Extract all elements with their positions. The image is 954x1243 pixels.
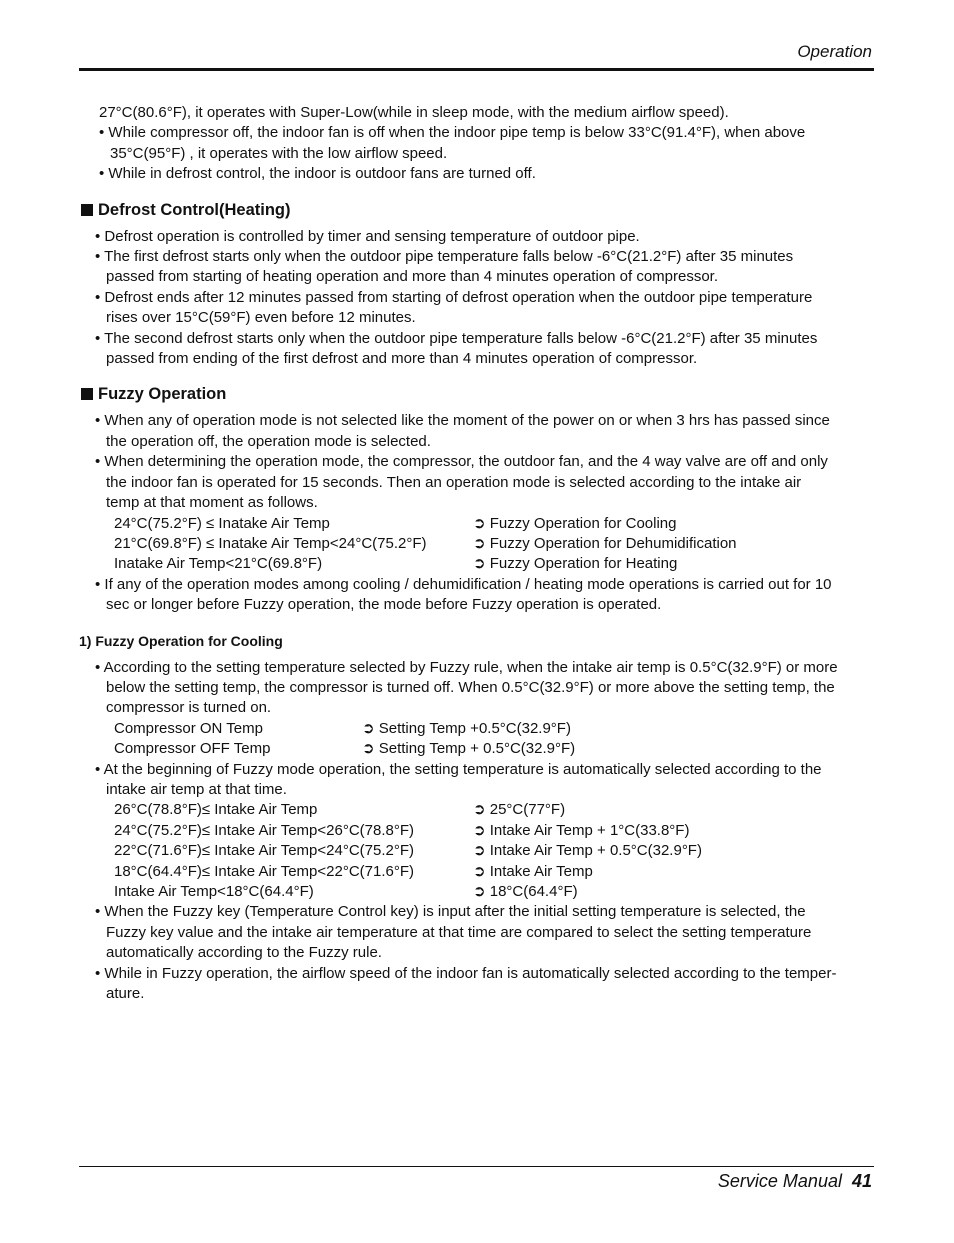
defrost-line: • The second defrost starts only when the outdoor pipe temperature falls below -6°C(21.2°F) after 35 minutes <box>95 329 818 347</box>
intro-line: 35°C(95°F) , it operates with the low airflow speed. <box>110 144 448 162</box>
subsection-heading-cooling: 1) Fuzzy Operation for Cooling <box>79 632 283 649</box>
intro-line: 27°C(80.6°F), it operates with Super-Low(while in sleep mode, with the medium airflow speed). <box>99 104 729 121</box>
mode-condition: Inatake Air Temp<21°C(69.8°F) <box>114 555 323 573</box>
cooling-line: intake air temp at that time. <box>106 780 287 798</box>
setpoint-result: ➲ 18°C(64.4°F) <box>473 883 578 900</box>
cooling-line: • According to the setting temperature selected by Fuzzy rule, when the intake air temp is 0.5°C(32.9°F) or more <box>95 658 838 676</box>
cooling-line: • While in Fuzzy operation, the airflow speed of the indoor fan is automatically selected according to the temper- <box>95 964 837 982</box>
intro-line: • While in defrost control, the indoor is outdoor fans are turned off. <box>99 165 536 183</box>
setpoint-result: ➲ Intake Air Temp + 0.5°C(32.9°F) <box>473 842 702 860</box>
compressor-result: ➲ Setting Temp +0.5°C(32.9°F) <box>362 719 571 737</box>
cooling-line: compressor is turned on. <box>106 699 272 717</box>
section-heading-text: Fuzzy Operation <box>98 385 227 404</box>
mode-result: ➲ Fuzzy Operation for Cooling <box>473 514 677 532</box>
mode-condition: 24°C(75.2°F) ≤ Inatake Air Temp <box>114 514 330 532</box>
mode-result: ➲ Fuzzy Operation for Dehumidification <box>473 534 737 552</box>
setpoint-row <box>79 841 874 861</box>
setpoint-row <box>79 800 874 820</box>
fuzzy-line: the indoor fan is operated for 15 seconds. Then an operation mode is selected according to the intake air <box>106 473 802 491</box>
mode-result: ➲ Fuzzy Operation for Heating <box>473 555 678 573</box>
page-footer <box>718 1171 872 1192</box>
defrost-line: rises over 15°C(59°F) even before 12 minutes. <box>106 309 416 327</box>
setpoint-result: ➲ Intake Air Temp <box>473 862 593 880</box>
mode-condition: 21°C(69.8°F) ≤ Inatake Air Temp<24°C(75.2°F) <box>114 534 427 552</box>
mode-row <box>79 534 874 554</box>
setpoint-condition: 18°C(64.4°F)≤ Intake Air Temp<22°C(71.6°F) <box>114 862 414 880</box>
page-content <box>79 103 874 1004</box>
setpoint-condition: 26°C(78.8°F)≤ Intake Air Temp <box>114 801 318 819</box>
cooling-line: automatically according to the Fuzzy rule. <box>106 944 382 962</box>
footer-rule <box>79 1166 874 1167</box>
compressor-condition: Compressor OFF Temp <box>114 740 271 758</box>
cooling-line: below the setting temp, the compressor is turned off. When 0.5°C(32.9°F) or more above the setting temp, the <box>106 678 835 696</box>
section-heading-fuzzy <box>79 384 874 404</box>
defrost-line: passed from starting of heating operation and more than 4 minutes operation of compressor. <box>106 268 719 286</box>
page-number: 41 <box>851 1171 872 1191</box>
setpoint-row <box>79 882 874 902</box>
mode-row <box>79 514 874 534</box>
fuzzy-line: • When any of operation mode is not selected like the moment of the power on or when 3 hrs has passed since <box>95 412 830 430</box>
page-header-title: Operation <box>797 42 872 61</box>
square-bullet-icon <box>81 204 93 216</box>
header-rule <box>79 68 874 71</box>
fuzzy-line: • When determining the operation mode, the compressor, the outdoor fan, and the 4 way valve are off and only <box>95 453 828 471</box>
cooling-line: • At the beginning of Fuzzy mode operation, the setting temperature is automatically selected according to the <box>95 760 822 778</box>
defrost-line: • Defrost ends after 12 minutes passed from starting of defrost operation when the outdoor pipe temperature <box>95 288 813 306</box>
defrost-line: passed from ending of the first defrost and more than 4 minutes operation of compressor. <box>106 350 698 368</box>
compressor-result: ➲ Setting Temp + 0.5°C(32.9°F) <box>362 740 576 758</box>
fuzzy-line: temp at that moment as follows. <box>106 494 318 512</box>
fuzzy-line: the operation off, the operation mode is selected. <box>106 432 431 450</box>
setpoint-result: ➲ 25°C(77°F) <box>473 801 566 819</box>
footer-label: Service Manual <box>717 1171 842 1191</box>
setpoint-result: ➲ Intake Air Temp + 1°C(33.8°F) <box>473 821 690 839</box>
mode-row <box>79 554 874 574</box>
square-bullet-icon <box>81 388 93 400</box>
compressor-condition: Compressor ON Temp <box>114 719 263 737</box>
fuzzy-line: sec or longer before Fuzzy operation, the mode before Fuzzy operation is operated. <box>106 596 662 614</box>
cooling-line: • When the Fuzzy key (Temperature Control key) is input after the initial setting temperature is selected, the <box>95 903 806 921</box>
intro-line: • While compressor off, the indoor fan is off when the indoor pipe temp is below 33°C(91.4°F), when above <box>99 124 806 142</box>
section-heading-text: Defrost Control(Heating) <box>98 200 291 219</box>
setpoint-row <box>79 862 874 882</box>
cooling-line: Fuzzy key value and the intake air temperature at that time are compared to select the setting temperature <box>106 923 812 941</box>
setpoint-row <box>79 821 874 841</box>
setpoint-condition: Intake Air Temp<18°C(64.4°F) <box>114 883 314 900</box>
section-heading-defrost <box>79 200 874 220</box>
compressor-row <box>79 739 874 759</box>
setpoint-condition: 24°C(75.2°F)≤ Intake Air Temp<26°C(78.8°F) <box>114 821 414 839</box>
defrost-line: • Defrost operation is controlled by timer and sensing temperature of outdoor pipe. <box>95 227 640 245</box>
compressor-row <box>79 719 874 739</box>
cooling-line: ature. <box>106 985 145 1003</box>
fuzzy-line: • If any of the operation modes among cooling / dehumidification / heating mode operations is carried out for 10 <box>95 575 832 593</box>
defrost-line: • The first defrost starts only when the outdoor pipe temperature falls below -6°C(21.2°F) after 35 minutes <box>95 248 794 266</box>
setpoint-condition: 22°C(71.6°F)≤ Intake Air Temp<24°C(75.2°F) <box>114 842 414 860</box>
